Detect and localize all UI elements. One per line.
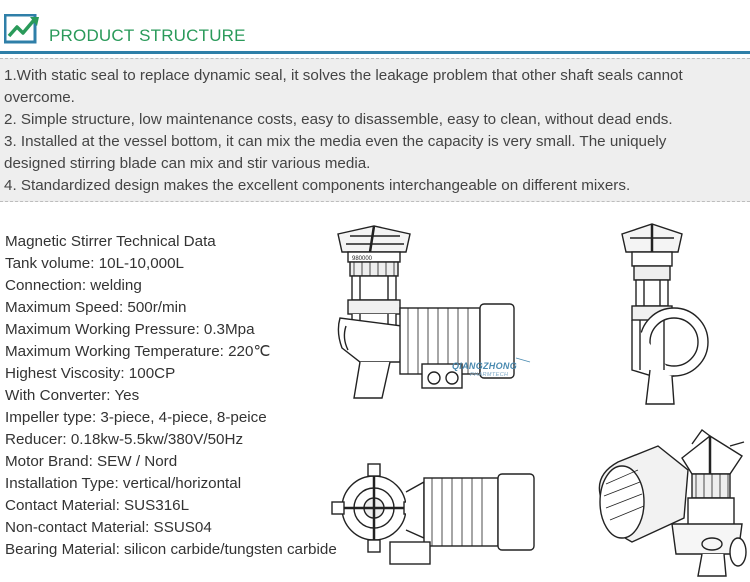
- front-view-drawing: [612, 220, 718, 406]
- spec-item: Maximum Working Pressure: 0.3Mpa: [5, 321, 255, 338]
- feature-line: designed stirring blade can mix and stir various media.: [4, 155, 371, 172]
- isometric-view-drawing: [592, 424, 748, 580]
- spec-item: Motor Brand: SEW / Nord: [5, 453, 178, 470]
- feature-list: [0, 58, 750, 202]
- spec-item: Contact Material: SUS316L: [5, 497, 190, 514]
- section-header: [0, 0, 750, 56]
- chart-arrow-logo-icon: [4, 14, 40, 44]
- feature-line: 4. Standardized design makes the excellent components interchangeable on different mixers.: [4, 177, 631, 194]
- svg-text:980000: 980000: [352, 256, 373, 262]
- feature-line: 2. Simple structure, low maintenance costs, easy to disassemble, easy to clean, without dead ends.: [4, 111, 673, 128]
- feature-line: 3. Installed at the vessel bottom, it can mix the media even the capacity is very small. The uniquely: [4, 133, 667, 150]
- spec-item: Reducer: 0.18kw-5.5kw/380V/50Hz: [5, 431, 244, 448]
- spec-item: With Converter: Yes: [5, 387, 140, 404]
- side-view-drawing: [330, 222, 545, 402]
- section-title: PRODUCT STRUCTURE: [49, 26, 246, 45]
- feature-line: overcome.: [4, 89, 75, 106]
- spec-heading: Magnetic Stirrer Technical Data: [5, 233, 216, 250]
- feature-line: 1.With static seal to replace dynamic seal, it solves the leakage problem that other shaft seals cannot: [4, 67, 683, 84]
- spec-item: Connection: welding: [5, 277, 142, 294]
- spec-item: Tank volume: 10L-10,000L: [5, 255, 184, 272]
- brand-watermark: QIANGZHONG: [452, 361, 517, 371]
- spec-item: Non-contact Material: SSUS04: [5, 519, 212, 536]
- spec-item: Maximum Working Temperature: 220℃: [5, 343, 271, 360]
- top-view-drawing: [330, 458, 550, 568]
- brand-watermark-sub: PHARMTECH: [470, 372, 509, 378]
- spec-item: Impeller type: 3-piece, 4-piece, 8-peice: [5, 409, 267, 426]
- spec-item: Installation Type: vertical/horizontal: [5, 475, 242, 492]
- spec-item: Maximum Speed: 500r/min: [5, 299, 187, 316]
- spec-item: Bearing Material: silicon carbide/tungsten carbide: [5, 541, 337, 558]
- technical-data-list: [5, 231, 345, 561]
- spec-item: Highest Viscosity: 100CP: [5, 365, 176, 382]
- header-divider: [0, 51, 750, 54]
